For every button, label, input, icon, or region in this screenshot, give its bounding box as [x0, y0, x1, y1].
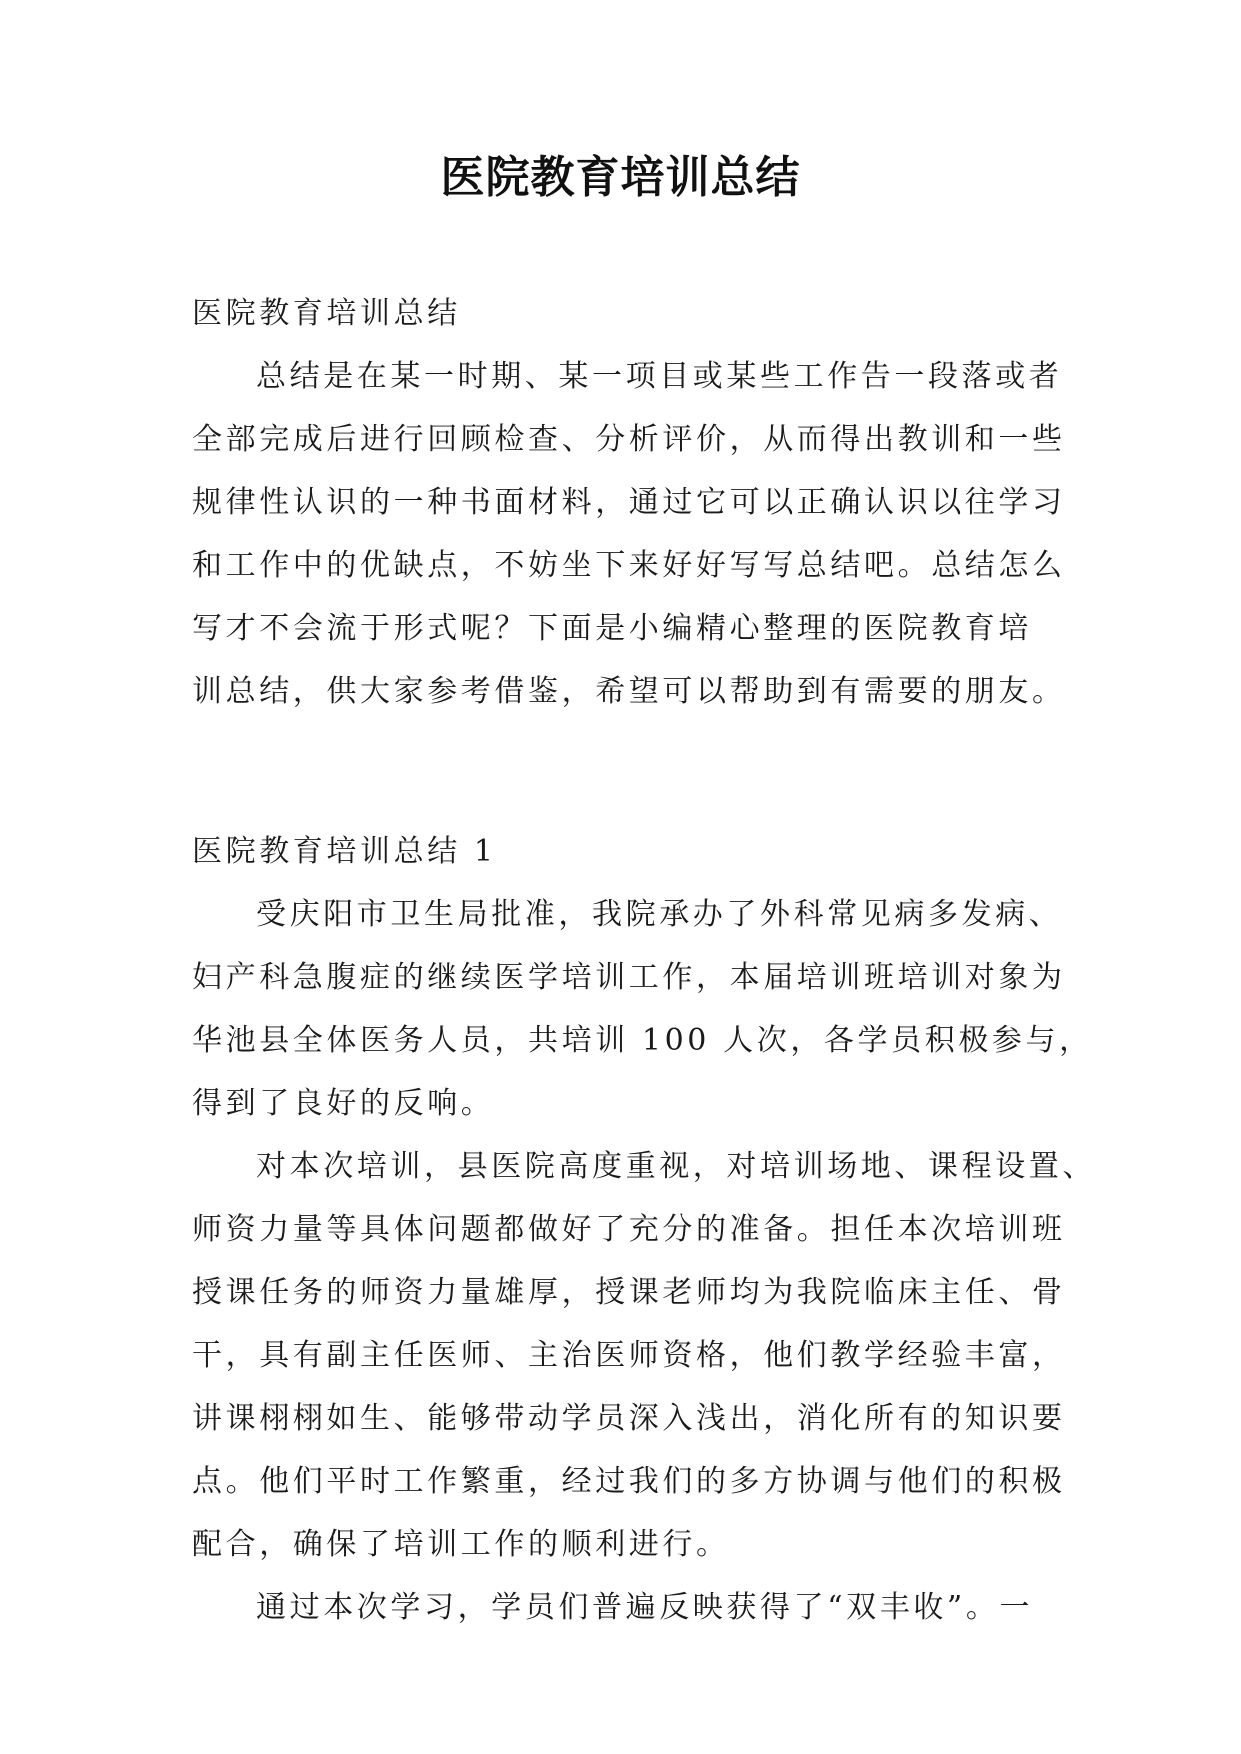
paragraph-line: 配合，确保了培训工作的顺利进行。	[192, 1527, 730, 1562]
section-heading-1: 医院教育培训总结 1	[192, 834, 497, 869]
document-title: 医院教育培训总结	[440, 152, 801, 203]
paragraph-line: 干，具有副主任医师、主治医师资格，他们教学经验丰富，	[192, 1338, 1066, 1373]
paragraph-line: 写才不会流于形式呢？下面是小编精心整理的医院教育培	[192, 611, 1032, 646]
paragraph-line: 训总结，供大家参考借鉴，希望可以帮助到有需要的朋友。	[192, 674, 1066, 709]
section-spacer	[192, 723, 1072, 820]
paragraph-line: 总结是在某一时期、某一项目或某些工作告一段落或者	[256, 359, 1063, 394]
section-heading-intro: 医院教育培训总结	[192, 296, 461, 331]
paragraph-line: 和工作中的优缺点，不妨坐下来好好写写总结吧。总结怎么	[192, 548, 1066, 583]
body-paragraph-1	[192, 883, 1093, 1135]
body-paragraph-3	[192, 1576, 1072, 1639]
paragraph-line: 妇产科急腹症的继续医学培训工作，本届培训班培训对象为	[192, 960, 1066, 995]
paragraph-line: 得到了良好的反响。	[192, 1086, 495, 1121]
paragraph-line: 华池县全体医务人员，共培训 100 人次，各学员积极参与，	[192, 1023, 1093, 1058]
paragraph-line: 点。他们平时工作繁重，经过我们的多方协调与他们的积极	[192, 1464, 1066, 1499]
paragraph-line: 规律性认识的一种书面材料，通过它可以正确认识以往学习	[192, 485, 1066, 520]
paragraph-line: 师资力量等具体问题都做好了充分的准备。担任本次培训班	[192, 1212, 1066, 1247]
paragraph-line: 通过本次学习，学员们普遍反映获得了“双丰收”。一	[256, 1590, 1034, 1625]
paragraph-line: 对本次培训，县医院高度重视，对培训场地、课程设置、	[256, 1149, 1096, 1184]
paragraph-line: 授课任务的师资力量雄厚，授课老师均为我院临床主任、骨	[192, 1275, 1066, 1310]
intro-paragraph	[192, 345, 1072, 723]
body-paragraph-2	[192, 1135, 1096, 1576]
document-body	[192, 282, 1096, 1639]
paragraph-line: 全部完成后进行回顾检查、分析评价，从而得出教训和一些	[192, 422, 1066, 457]
paragraph-line: 讲课栩栩如生、能够带动学员深入浅出，消化所有的知识要	[192, 1401, 1066, 1436]
paragraph-line: 受庆阳市卫生局批准，我院承办了外科常见病多发病、	[256, 897, 1063, 932]
